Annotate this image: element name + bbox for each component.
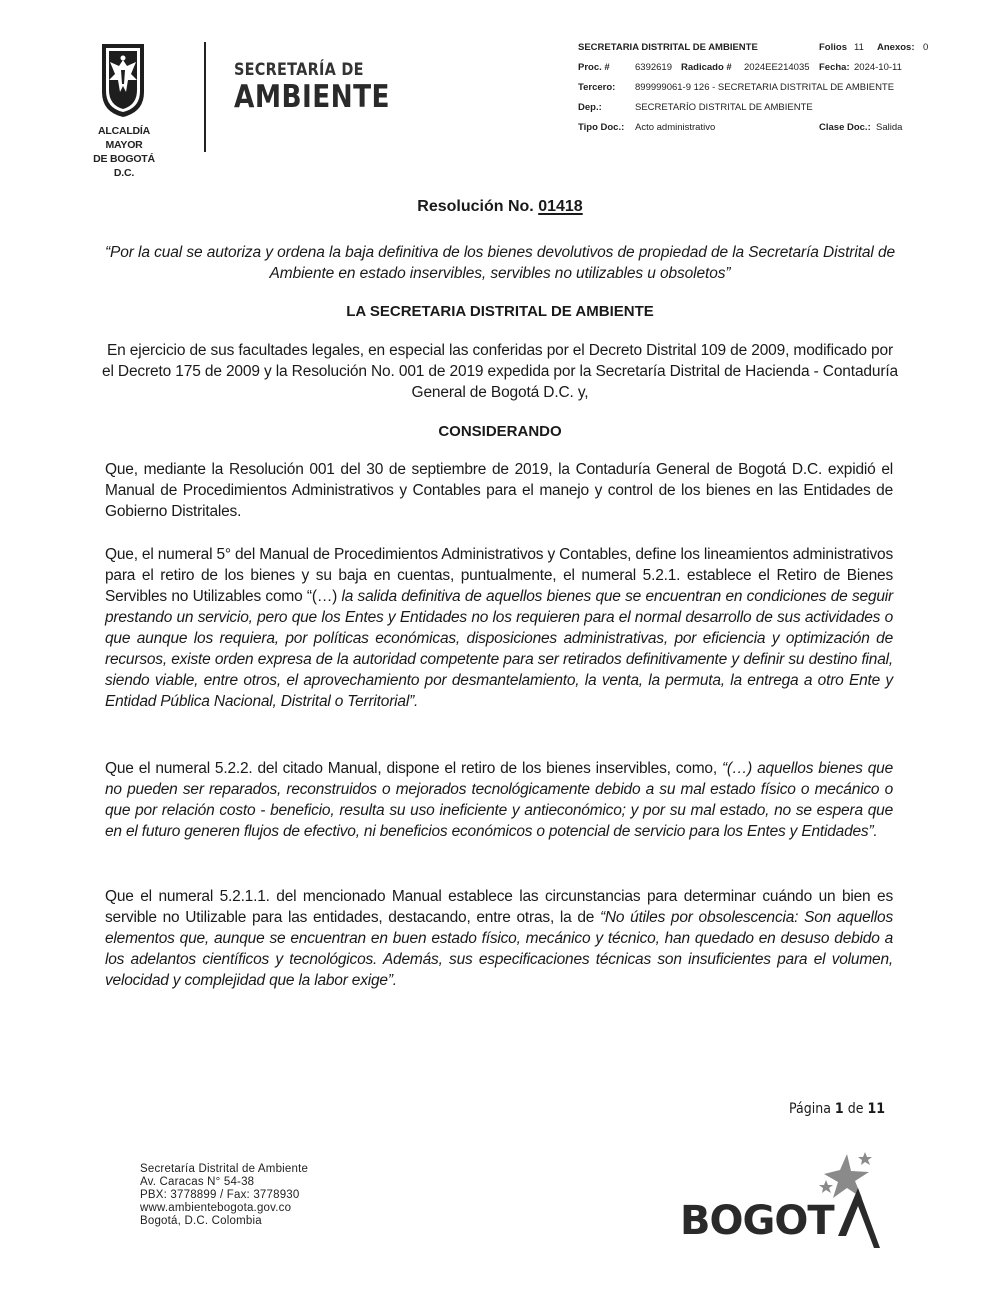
page-current: 1 — [834, 1101, 844, 1117]
paragraph-3-quote: “(…) aquellos bienes que no pueden ser reparados, reconstruidos o mejorados tecnológicamente debido a su mal estado físico o mecánico o que por relación costo - beneficio, resulta su uso ineficiente y antieconómico; y por su mal estado, no se espera que en el futuro generen flujos de efectivo, ni beneficios económicos o potencial de servicio para los Entes y Entidades”. — [105, 760, 893, 840]
logo-divider — [204, 42, 206, 152]
registry-row-dep — [578, 102, 938, 122]
resolution-subtitle: “Por la cual se autoriza y ordena la baja definitiva de los bienes devolutivos de propiedad de la Secretaría Distrital de Ambiente en estado inservibles, servibles no utilizables u obsoletos” — [104, 244, 896, 282]
alcaldia-line-1: ALCALDÍA MAYOR — [97, 125, 151, 151]
authority-heading: LA SECRETARIA DISTRITAL DE AMBIENTE — [346, 303, 654, 320]
considerando-heading: CONSIDERANDO — [438, 423, 562, 440]
clase-doc-label: Clase Doc.: — [819, 122, 871, 133]
footer-address — [140, 1163, 308, 1228]
registry-row-entity — [578, 42, 938, 62]
paragraph-2-quote: la salida definitiva de aquellos bienes que se encuentran en condiciones de seguir prestando un servicio, pero que los Entes y Entidades no los requieren para el normal desarrollo de sus actividades o que aunque los requiera, por políticas económicas, disposiciones administrativas, por eficiencia y optimización de recursos, existe orden expresa de la autoridad competente para ser retirados definitivamente y definir su destino final, siendo viable, entre otros, el aprovechamiento por desmantelamiento, la venta, la permuta, la entrega a otro Ente y Entidad Pública Nacional, Distrital o Territorial”. — [105, 588, 893, 710]
paragraph-4-quote: “No útiles por obsolescencia: Son aquellos elementos que, aunque se encuentran en buen estado físico, mecánico y técnico, han quedado en desuso debido a los adelantos científicos y tecnológicos. Además, sus especificaciones técnicas son insuficientes para el volumen, velocidad y complejidad que la labor exige”. — [105, 909, 893, 989]
resolution-number: 01418 — [538, 198, 583, 215]
dep-label: Dep.: — [578, 102, 602, 113]
proc-label: Proc. # — [578, 62, 610, 73]
bogota-logo-icon — [680, 1148, 885, 1252]
footer-street: Av. Caracas N° 54-38 — [140, 1176, 255, 1188]
registry-row-tipo — [578, 122, 938, 142]
considerando-paragraph-3 — [105, 758, 893, 842]
secretaria-line-1: SECRETARÍA DE — [234, 60, 364, 80]
footer-website: www.ambientebogota.gov.co — [140, 1202, 292, 1214]
alcaldia-line-2: DE BOGOTÁ D.C. — [93, 153, 155, 179]
considerando-paragraph-4 — [105, 886, 893, 991]
registry-entity: SECRETARIA DISTRITAL DE AMBIENTE — [578, 42, 758, 53]
page-separator: de — [843, 1101, 868, 1117]
registry-row-tercero — [578, 82, 938, 102]
page-number — [773, 1101, 886, 1117]
page-total: 11 — [867, 1101, 885, 1117]
fecha-label: Fecha: — [819, 62, 850, 73]
paragraph-2-text: Que, el numeral 5° del Manual de Procedimientos Administrativos y Contables, define los lineamientos administrativos para el retiro de los bienes y su baja en cuentas, puntualmente, el numeral 5.2.1. establece el Retiro de Bienes Servibles no Utilizables como “(…) — [105, 546, 893, 605]
dep-value: SECRETARÍO DISTRITAL DE AMBIENTE — [635, 102, 813, 113]
legal-powers-paragraph: En ejercicio de sus facultades legales, en especial las conferidas por el Decreto Distrital 109 de 2009, modificado por el Decreto 175 de 2009 y la Resolución No. 001 de 2019 expedida por la Secretaría Distrital de Hacienda - Contaduría General de Bogotá D.C. y, — [102, 342, 898, 401]
registry-stamp — [578, 42, 938, 142]
anexos-label: Anexos: — [877, 42, 915, 53]
footer-entity: Secretaría Distrital de Ambiente — [140, 1163, 309, 1175]
tercero-label: Tercero: — [578, 82, 616, 93]
folios-label: Folios — [819, 42, 847, 53]
secretaria-line-2: AMBIENTE — [234, 79, 390, 115]
alcaldia-coat-of-arms-icon — [100, 42, 146, 118]
paragraph-3-text: Que el numeral 5.2.2. del citado Manual, dispone el retiro de los bienes inservibles, como, — [105, 760, 722, 777]
anexos-value: 0 — [923, 42, 929, 53]
radicado-value: 2024EE214035 — [744, 62, 810, 73]
tipo-doc-label: Tipo Doc.: — [578, 122, 625, 133]
resolution-title-prefix: Resolución No. — [417, 198, 539, 215]
fecha-value: 2024-10-11 — [854, 62, 902, 73]
footer-phone: PBX: 3778899 / Fax: 3778930 — [140, 1189, 300, 1201]
considerando-paragraph-2 — [105, 544, 893, 712]
bogota-wordmark: BOGOT — [680, 1198, 834, 1244]
tercero-value: 899999061-9 126 - SECRETARIA DISTRITAL DE AMBIENTE — [635, 82, 895, 93]
footer-city: Bogotá, D.C. Colombia — [140, 1215, 262, 1227]
proc-value: 6392619 — [635, 62, 672, 73]
resolution-title — [0, 198, 1000, 216]
radicado-label: Radicado # — [681, 62, 732, 73]
considerando-paragraph-1: Que, mediante la Resolución 001 del 30 de septiembre de 2019, la Contaduría General de Bogotá D.C. expidió el Manual de Procedimientos Administrativos y Contables para el manejo y control de los bienes en las Entidades de Gobierno Distritales. — [105, 461, 893, 520]
clase-doc-value: Salida — [876, 122, 903, 133]
registry-row-proc — [578, 62, 938, 82]
page-prefix: Página — [788, 1101, 835, 1117]
tipo-doc-value: Acto administrativo — [635, 122, 716, 133]
paragraph-4-text: Que el numeral 5.2.1.1. del mencionado Manual establece las circunstancias para determinar cuándo un bien es servible no Utilizable para las entidades, destacando, entre otras, la de — [105, 888, 893, 926]
alcaldia-mayor-label — [82, 124, 166, 180]
folios-value: 11 — [854, 42, 864, 53]
secretaria-ambiente-logo — [234, 60, 390, 114]
